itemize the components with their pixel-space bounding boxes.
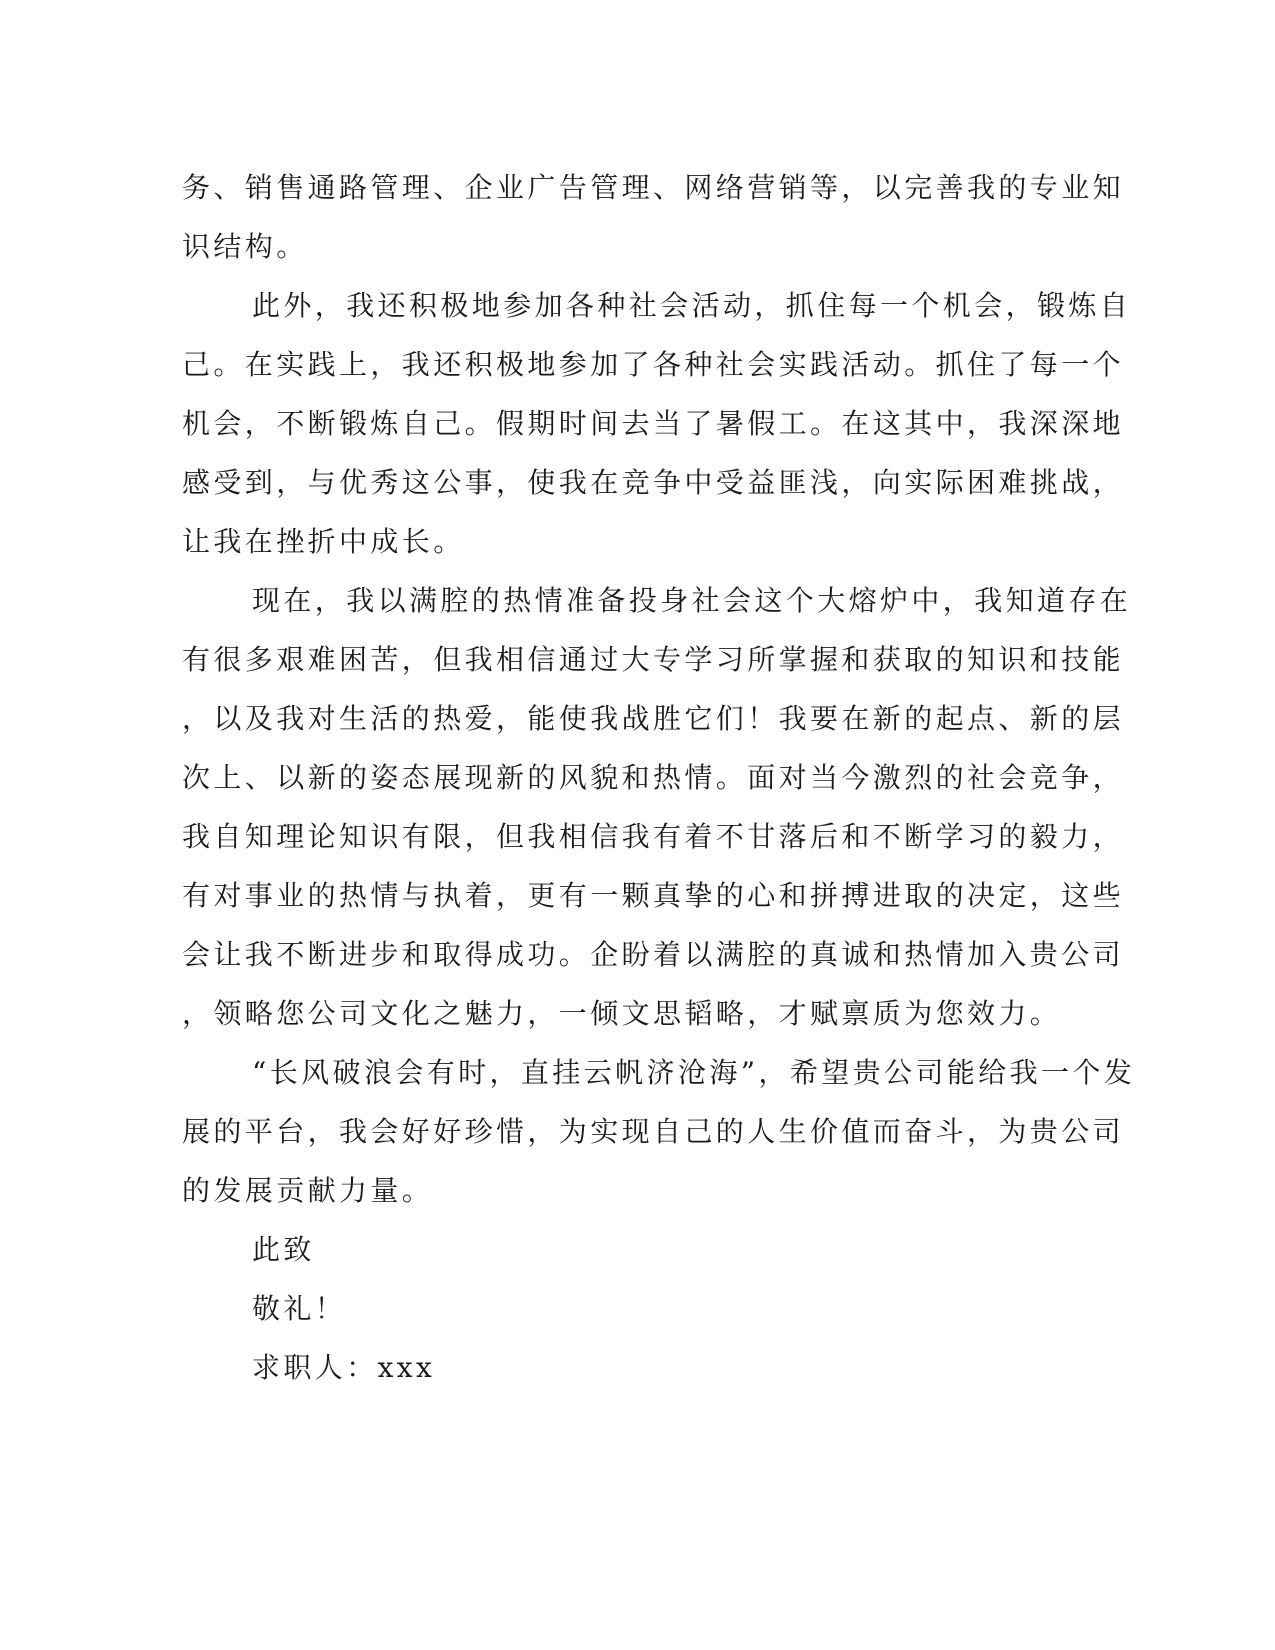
- text-line: ，以及我对生活的热爱，能使我战胜它们！我要在新的起点、新的层: [182, 702, 1125, 735]
- paragraph-4: [182, 1043, 1136, 1220]
- paragraph-3: [182, 571, 1132, 1043]
- text-line: 让我在挫折中成长。: [182, 525, 465, 558]
- letter-body: [182, 158, 1136, 1397]
- text-line: 我自知理论知识有限，但我相信我有着不甘落后和不断学习的毅力，: [182, 820, 1125, 853]
- text-line: 敬礼！: [252, 1292, 347, 1325]
- text-line: 有对事业的热情与执着，更有一颗真挚的心和拼搏进取的决定，这些: [182, 879, 1125, 912]
- text-line: 次上、以新的姿态展现新的风貌和热情。面对当今激烈的社会竞争，: [182, 761, 1125, 794]
- text-line: 务、销售通路管理、企业广告管理、网络营销等，以完善我的专业知: [182, 171, 1125, 204]
- paragraph-1: [182, 158, 1125, 276]
- closing-salutation: [182, 1220, 1042, 1279]
- text-line: 有很多艰难困苦，但我相信通过大专学习所掌握和获取的知识和技能: [182, 643, 1125, 676]
- text-line: 此外，我还积极地参加各种社会活动，抓住每一个机会，锻炼自: [252, 289, 1132, 322]
- text-line: 感受到，与优秀这公事，使我在竞争中受益匪浅，向实际困难挑战，: [182, 466, 1125, 499]
- text-line: 机会，不断锻炼自己。假期时间去当了暑假工。在这其中，我深深地: [182, 407, 1125, 440]
- text-line: 现在，我以满腔的热情准备投身社会这个大熔炉中，我知道存在: [252, 584, 1132, 617]
- paragraph-2: [182, 276, 1132, 571]
- text-line: 识结构。: [182, 230, 308, 263]
- signature: [182, 1338, 1042, 1397]
- text-line: 求职人：xxx: [252, 1351, 436, 1384]
- text-line: ，领略您公司文化之魅力，一倾文思韬略，才赋禀质为您效力。: [182, 997, 1062, 1030]
- text-line: “长风破浪会有时，直挂云帆济沧海”，希望贵公司能给我一个发: [252, 1056, 1136, 1089]
- text-line: 展的平台，我会好好珍惜，为实现自己的人生价值而奋斗，为贵公司: [182, 1115, 1125, 1148]
- closing-respect: [182, 1279, 1042, 1338]
- text-line: 己。在实践上，我还积极地参加了各种社会实践活动。抓住了每一个: [182, 348, 1125, 381]
- text-line: 会让我不断进步和取得成功。企盼着以满腔的真诚和热情加入贵公司: [182, 938, 1125, 971]
- text-line: 此致: [252, 1233, 315, 1266]
- text-line: 的发展贡献力量。: [182, 1174, 434, 1207]
